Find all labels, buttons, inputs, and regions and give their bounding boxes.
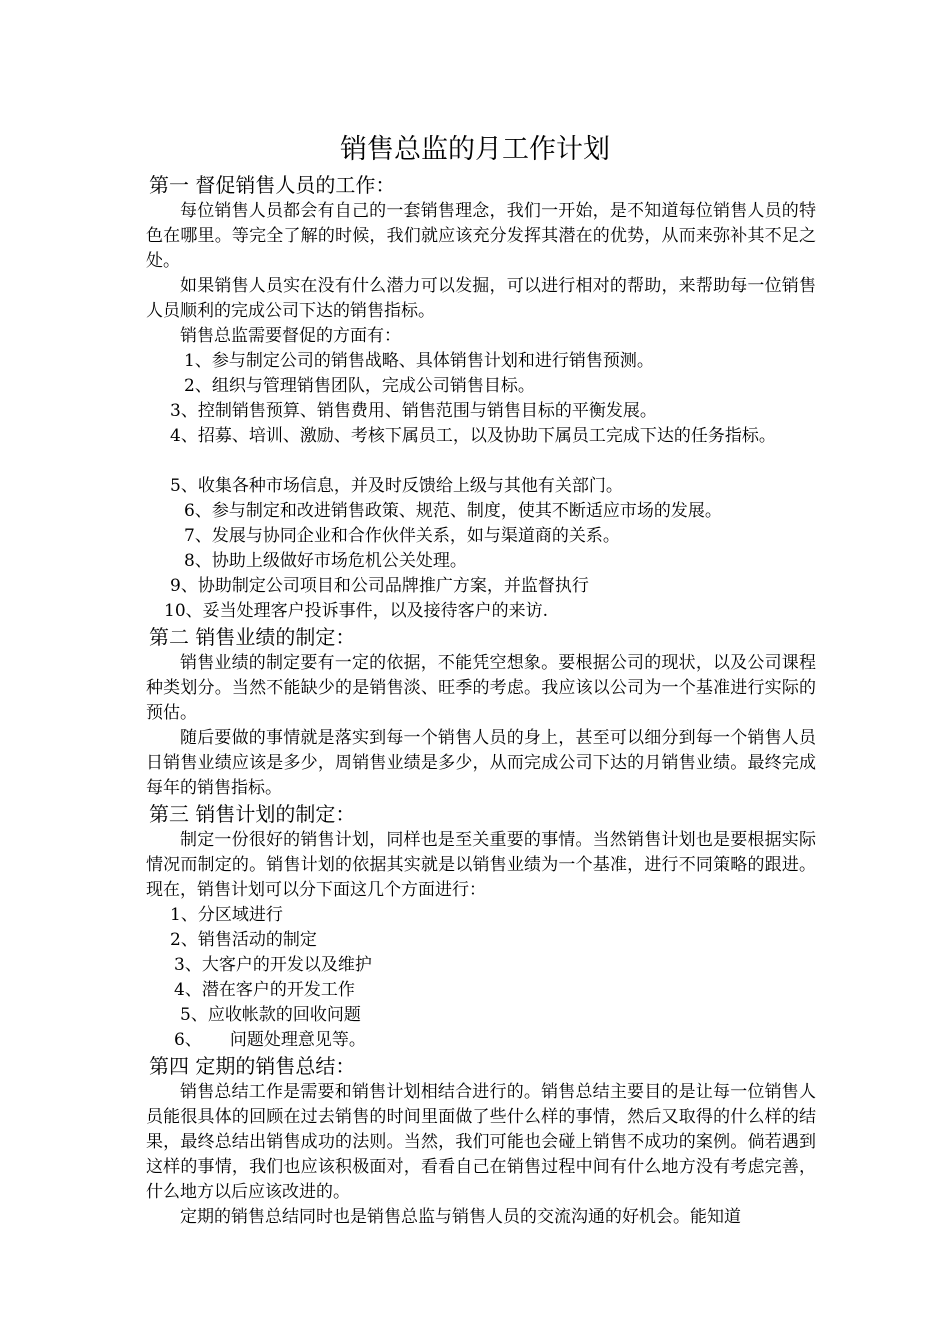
- list-item: 3、控制销售预算、销售费用、销售范围与销售目标的平衡发展。: [170, 401, 657, 421]
- paragraph: 销售总结工作是需要和销售计划相结合进行的。销售总结主要目的是让每一位销售人员能很具体的回顾在过去销售的时间里面做了些什么样的事情，然后又取得的什么样的结果，最终总结出销售成功的法则。当然，我们可能也会碰上销售不成功的案例。倘若遇到这样的事情，我们也应该积极面对，看看自己在销售过程中间有什么地方没有考虑完善，什么地方以后应该改进的。: [146, 1082, 816, 1202]
- paragraph: 随后要做的事情就是落实到每一个销售人员的身上，甚至可以细分到每一个销售人员日销售业绩应该是多少，周销售业绩是多少，从而完成公司下达的月销售业绩。最终完成每年的销售指标。: [146, 728, 816, 798]
- list-item: 1、分区域进行: [170, 905, 283, 925]
- list-item: 4、招募、培训、激励、考核下属员工，以及协助下属员工完成下达的任务指标。: [170, 426, 776, 446]
- list-item: 7、发展与协同企业和合作伙伴关系，如与渠道商的关系。: [184, 526, 620, 546]
- list-item: 10、妥当处理客户投诉事件，以及接待客户的来访.: [164, 601, 549, 621]
- paragraph: 制定一份很好的销售计划，同样也是至关重要的事情。当然销售计划也是要根据实际情况而制定的。销售计划的依据其实就是以销售业绩为一个基准，进行不同策略的跟进。现在，销售计划可以分下面这几个方面进行：: [146, 830, 816, 900]
- list-number: 6、: [174, 1030, 202, 1050]
- list-item: 8、协助上级做好市场危机公关处理。: [184, 551, 467, 571]
- list-item: 9、协助制定公司项目和公司品牌推广方案，并监督执行: [170, 576, 589, 596]
- page-title: 销售总监的月工作计划: [340, 134, 610, 165]
- paragraph: 定期的销售总结同时也是销售总监与销售人员的交流沟通的好机会。能知道: [180, 1207, 741, 1227]
- list-item: 5、应收帐款的回收问题: [180, 1005, 361, 1025]
- section-heading-4: 第四 定期的销售总结：: [149, 1054, 356, 1078]
- list-text: 问题处理意见等。: [229, 1030, 366, 1050]
- list-item: 1、参与制定公司的销售战略、具体销售计划和进行销售预测。: [184, 351, 654, 371]
- document-body: [146, 172, 816, 1230]
- list-item: 4、潜在客户的开发工作: [174, 980, 355, 1000]
- list-item: 2、销售活动的制定: [170, 930, 317, 950]
- section-heading-3: 第三 销售计划的制定：: [149, 802, 356, 826]
- list-item: 3、大客户的开发以及维护: [174, 955, 372, 975]
- blank-line: [146, 449, 816, 474]
- list-item: [146, 1028, 816, 1053]
- paragraph: 销售业绩的制定要有一定的依据，不能凭空想象。要根据公司的现状，以及公司课程种类划分。当然不能缺少的是销售淡、旺季的考虑。我应该以公司为一个基准进行实际的预估。: [146, 653, 816, 723]
- paragraph: 销售总监需要督促的方面有：: [180, 326, 401, 346]
- section-heading-1: 第一 督促销售人员的工作：: [149, 173, 396, 197]
- paragraph: 每位销售人员都会有自己的一套销售理念，我们一开始，是不知道每位销售人员的特色在哪里。等完全了解的时候，我们就应该充分发挥其潜在的优势，从而来弥补其不足之处。: [146, 201, 816, 271]
- section-heading-2: 第二 销售业绩的制定：: [149, 625, 356, 649]
- paragraph: 如果销售人员实在没有什么潜力可以发掘，可以进行相对的帮助，来帮助每一位销售人员顺利的完成公司下达的销售指标。: [146, 276, 816, 321]
- list-item: 6、参与制定和改进销售政策、规范、制度，使其不断适应市场的发展。: [184, 501, 722, 521]
- list-item: 5、收集各种市场信息，并及时反馈给上级与其他有关部门。: [170, 476, 623, 496]
- list-item: 2、组织与管理销售团队，完成公司销售目标。: [184, 376, 535, 396]
